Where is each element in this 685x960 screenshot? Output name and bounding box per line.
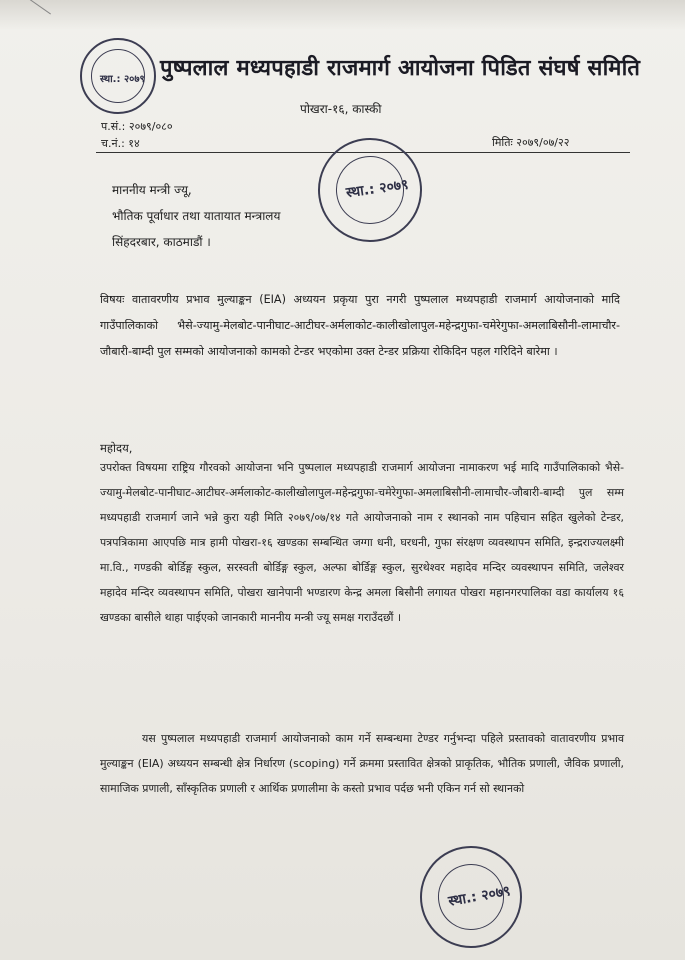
stamp-center-text: स्था.: २०७९: [447, 883, 512, 910]
stamp-center-text: स्था.: २०७९: [345, 176, 410, 202]
subject-block: [100, 287, 620, 365]
letter-date: मितिः २०७९/०७/२२: [492, 136, 570, 149]
recipient-line-1: माननीय मन्त्री ज्यू,: [112, 183, 192, 197]
chalani-number: च.नं.: १४: [101, 137, 140, 150]
subject-text: वातावरणीय प्रभाव मुल्याङ्कन (EIA) अध्ययन प्रकृया पुरा नगरी पुष्पलाल मध्यपहाडी राजमार्ग आयोजनाको मादि गाउँपालिकाको भैसे-ज्यामु-मेलबोट-पानीघाट-आटीघर-अर्मलाकोट-कालीखोलापुल-महेन्द्रगुफा-चमेरेगुफा-अमलाबिसौनी-लामाचौर-जौबारी-बाम्दी पुल सम्मको आयोजनाको कामको टेन्डर भएकोमा उक्त टेन्डर प्रक्रिया रोकिदिन पहल गरिदिने बारेमा ।: [100, 293, 620, 358]
organization-title: पुष्पलाल मध्यपहाडी राजमार्ग आयोजना पिडित संघर्ष समिति: [160, 56, 641, 81]
recipient-line-3: सिंहदरबार, काठमाडौं ।: [112, 235, 211, 249]
organization-address: पोखरा-१६, कास्की: [300, 102, 382, 116]
organization-logo-seal: [80, 38, 156, 114]
subject-label: विषयः: [100, 293, 125, 306]
patra-sankhya: प.सं.: २०७९/०८०: [101, 120, 173, 133]
body-paragraph-2: यस पुष्पलाल मध्यपहाडी राजमार्ग आयोजनाको काम गर्ने सम्बन्धमा टेण्डर गर्नुभन्दा पहिले प्रस्तावको वातावरणीय प्रभाव मुल्याङ्कन (EIA) अध्ययन सम्बन्धी क्षेत्र निर्धारण (scoping) गर्ने क्रममा प्रस्तावित क्षेत्रको प्राकृतिक, भौतिक प्रणाली, जैविक प्रणाली, सामाजिक प्रणाली, साँस्कृतिक प्रणाली र आर्थिक प्रणालीमा के कस्तो प्रभाव पर्दछ भनी एकिन गर्न सो स्थानको: [100, 732, 624, 795]
recipient-line-2: भौतिक पूर्वाधार तथा यातायात मन्त्रालय: [112, 209, 281, 223]
paper-shadow: [0, 0, 685, 30]
seal-center-text: स्था.: २०७९: [100, 74, 145, 85]
body-paragraph-1: उपरोक्त विषयमा राष्ट्रिय गौरवको आयोजना भनि पुष्पलाल मध्यपहाडी राजमार्ग आयोजना नामाकरण भई मादि गाउँपालिकाको भैसे-ज्यामु-मेलबोट-पानीघाट-आटीघर-अर्मलाकोट-कालीखोलापुल-महेन्द्रगुफा-चमेरेगुफा-अमलाबिसौनी-लामाचौर-जौबारी-बाम्दी पुल सम्म मध्यपहाडी राजमार्ग जाने भन्ने कुरा यही मिति २०७९/०७/१४ गते आयोजनाको नाम र स्थानको नाम पहिचान सहित खुलेको टेन्डर, पत्रपत्रिकामा आएपछि मात्र हामी पोखरा-१६ खण्डका सम्बन्धित जग्गा धनी, घरधनी, गुफा संरक्षण व्यवस्थापन समिति, इन्द्रराज्यलक्ष्मी मा.वि., गण्डकी बोर्डिङ्ग स्कुल, सरस्वती बोर्डिङ्ग स्कुल, अल्फा बोर्डिङ्ग स्कुल, सुरथेश्वर महादेव मन्दिर व्यवस्थापन समिति, जलेश्वर महादेव मन्दिर व्यवस्थापन समिति, पोखरा खानेपानी भण्डारण केन्द्र अमला बिसौनी लगायत पोखरा महानगरपालिका वडा कार्यालय १६ खण्डका बासीले थाहा पाईएको जानकारी माननीय मन्त्री ज्यू समक्ष गराउँदछौं ।: [100, 461, 624, 624]
salutation: महोदय,: [100, 441, 133, 455]
